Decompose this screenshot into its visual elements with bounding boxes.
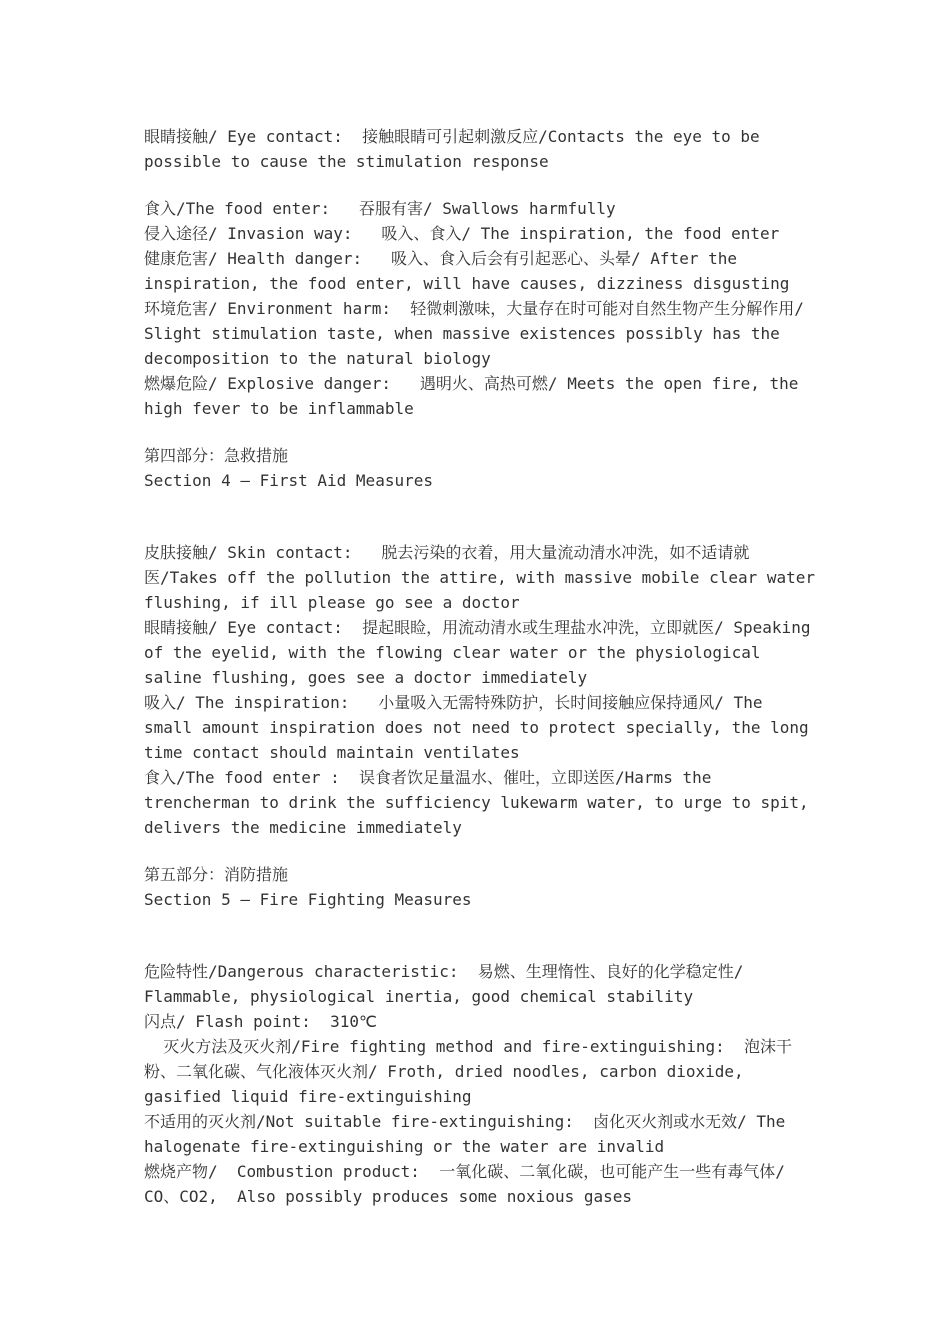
unsuitable-extinguishing: 不适用的灭火剂/Not suitable fire-extinguishing: 卤化灭火剂或水无效/ The halogenate fire-extinguishing or the water are invalid <box>144 1112 795 1156</box>
inspiration-aid: 吸入/ The inspiration: 小量吸入无需特殊防护，长时间接触应保持通风/ The small amount inspiration does not need to protect specially, the long time contact should maintain ventilates <box>144 693 819 762</box>
combustion-product: 燃烧产物/ Combustion product: 一氧化碳、二氧化碳，也可能产生一些有毒气体/ CO、CO2, Also possibly produces some noxious gases <box>144 1162 795 1206</box>
environment-harm: 环境危害/ Environment harm: 轻微刺激味，大量存在时可能对自然生物产生分解作用/ Slight stimulation taste, when massive existences possibly has the decomposition to the natural biology <box>144 299 833 368</box>
section-4-title-en: Section 4 – First Aid Measures <box>144 471 433 490</box>
eye-contact-hazard: 眼睛接触/ Eye contact: 接触眼睛可引起刺激反应/Contacts the eye to be possible to cause the stimulation response <box>144 127 770 171</box>
spacer <box>144 421 816 443</box>
food-enter-hazard: 食入/The food enter: 吞服有害/ Swallows harmfully <box>144 199 616 218</box>
spacer <box>144 840 816 862</box>
spacer <box>144 493 816 540</box>
spacer <box>144 912 816 959</box>
fire-fighting-method: 灭火方法及灭火剂/Fire fighting method and fire-extinguishing: 泡沫干粉、二氧化碳、气化液体灭火剂/ Froth, dried noodles, carbon dioxide, gasified liquid fire-extinguishing <box>144 1037 793 1106</box>
section-5-title-cn: 第五部分：消防措施 <box>144 865 289 884</box>
explosive-danger: 燃爆危险/ Explosive danger: 遇明火、高热可燃/ Meets the open fire, the high fever to be inflammable <box>144 374 809 418</box>
health-danger: 健康危害/ Health danger: 吸入、食入后会有引起恶心、头晕/ After the inspiration, the food enter, will have causes, dizziness disgusting <box>144 249 790 293</box>
skin-contact-aid: 皮肤接触/ Skin contact: 脱去污染的衣着，用大量流动清水冲洗，如不适请就医/Takes off the pollution the attire, with massive mobile clear water flushing, if ill please go see a doctor <box>144 543 825 612</box>
invasion-way: 侵入途径/ Invasion way: 吸入、食入/ The inspiration, the food enter <box>144 224 780 243</box>
document-page <box>144 124 833 1209</box>
dangerous-characteristic: 危险特性/Dangerous characteristic: 易燃、生理惰性、良好的化学稳定性/ Flammable, physiological inertia, good chemical stability <box>144 962 753 1006</box>
section-4-title-cn: 第四部分：急救措施 <box>144 446 289 465</box>
eye-contact-aid: 眼睛接触/ Eye contact: 提起眼睑，用流动清水或生理盐水冲洗，立即就医/ Speaking of the eyelid, with the flowing clear water or the physiological saline flushing, goes see a doctor immediately <box>144 618 821 687</box>
flash-point: 闪点/ Flash point: 310℃ <box>144 1012 377 1031</box>
spacer <box>144 174 816 196</box>
section-5-title-en: Section 5 – Fire Fighting Measures <box>144 890 472 909</box>
food-enter-aid: 食入/The food enter : 误食者饮足量温水、催吐，立即送医/Harms the trencherman to drink the sufficiency lukewarm water, to urge to spit, delivers the medicine immediately <box>144 768 819 837</box>
